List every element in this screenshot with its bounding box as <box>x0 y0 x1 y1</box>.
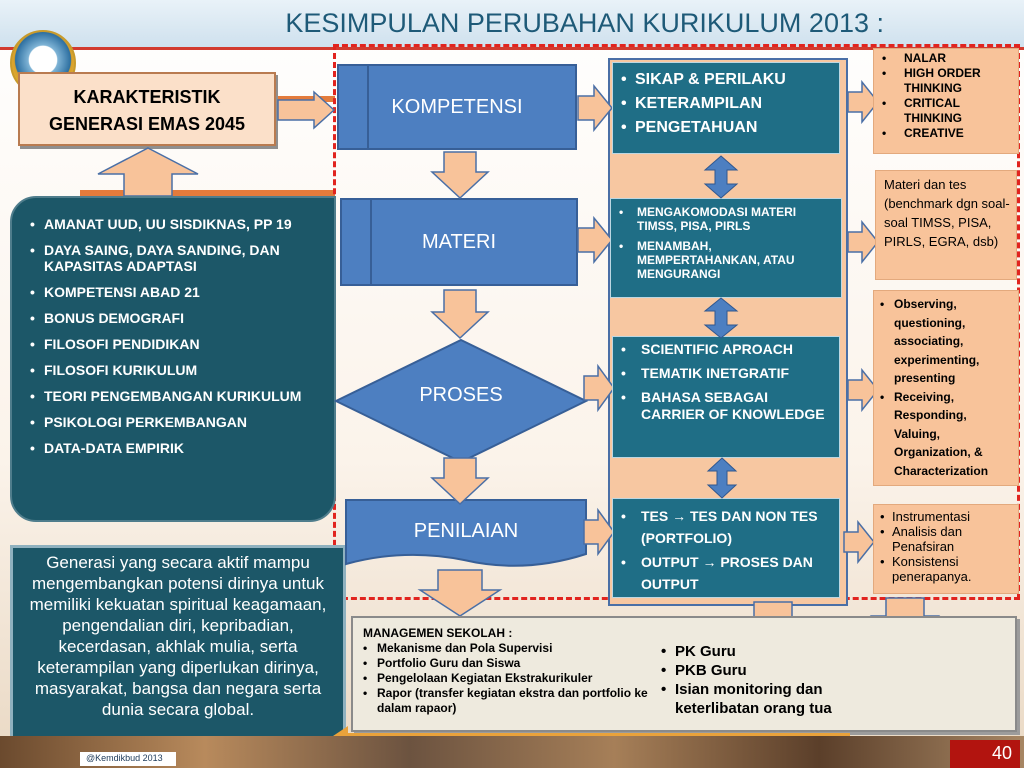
foundation-item: • PSIKOLOGI PERKEMBANGAN <box>30 414 320 430</box>
outcome-item: • HIGH ORDER THINKING <box>882 66 1014 96</box>
outcome-item: • CRITICAL THINKING <box>882 96 1014 126</box>
stage-label: KOMPETENSI <box>391 95 523 118</box>
manajemen-item: • Pengelolaan Kegiatan Ekstrakurikuler <box>363 671 659 686</box>
foundation-item: • KOMPETENSI ABAD 21 <box>30 284 320 300</box>
arrow-down-icon <box>432 458 488 504</box>
generasi-description: Generasi yang secara aktif mampu mengembangkan potensi dirinya untuk memiliki kekuatan spiritual keagamaan, pengendalian diri, kepribadian, kecerdasan, akhlak mulia, serta keterampilan yang diperlukan dirinya, masyarakat, bangsa dan negara serta dunia secara global. <box>10 545 346 750</box>
manajemen-right <box>661 642 881 718</box>
foundation-item: • FILOSOFI KURIKULUM <box>30 362 320 378</box>
outcome-item: • NALAR <box>882 51 1014 66</box>
detail-item: • MENGAKOMODASI MATERI TIMSS, PISA, PIRLS <box>619 205 837 233</box>
penilaian-outcomes <box>873 504 1019 594</box>
kompetensi-details <box>612 62 840 154</box>
double-arrow-icon <box>703 156 739 198</box>
stage-penilaian: PENILAIAN <box>413 520 519 542</box>
outcome-item: • Analisis dan Penafsiran <box>880 524 1014 554</box>
detail-item: • KETERAMPILAN <box>621 95 833 113</box>
stage-materi <box>340 198 578 286</box>
foundation-item: • FILOSOFI PENDIDIKAN <box>30 336 320 352</box>
manajemen-item: • Mekanisme dan Pola Supervisi <box>363 641 659 656</box>
manajemen-item: • Rapor (transfer kegiatan ekstra dan portfolio ke dalam rapaor) <box>363 686 659 716</box>
detail-item: • MENAMBAH, MEMPERTAHANKAN, ATAU MENGURANGI <box>619 239 837 281</box>
manajemen-left <box>363 626 659 716</box>
arrow-up-icon <box>98 148 198 196</box>
foundation-item: • DATA-DATA EMPIRIK <box>30 440 320 456</box>
outcome-item: • Observing, questioning, associating, experimenting, presenting <box>880 295 1014 388</box>
footer-credit: @Kemdikbud 2013 <box>80 752 176 766</box>
arrow-right-icon <box>278 92 338 132</box>
proses-outcomes <box>873 290 1019 486</box>
outcome-item: • CREATIVE <box>882 126 1014 141</box>
manajemen-heading: MANAGEMEN SEKOLAH : <box>363 626 513 640</box>
arrow-right-icon <box>844 522 874 562</box>
detail-item: • OUTPUT → PROSES DAN OUTPUT <box>621 551 833 595</box>
manajemen-item: • Isian monitoring dan keterlibatan orang tua <box>661 680 881 718</box>
manajemen-item: • PKB Guru <box>661 661 881 680</box>
foundation-item: • AMANAT UUD, UU SISDIKNAS, PP 19 <box>30 216 320 232</box>
penilaian-details <box>612 498 840 598</box>
foundation-panel <box>10 196 336 522</box>
outcome-item: • Receiving, Responding, Valuing, Organization, & Characterization <box>880 388 1014 481</box>
manajemen-item: • PK Guru <box>661 642 881 661</box>
kompetensi-outcomes <box>873 48 1019 154</box>
detail-item: • BAHASA SEBAGAI CARRIER OF KNOWLEDGE <box>621 389 833 423</box>
arrow-right-icon <box>584 366 614 410</box>
foundation-item: • BONUS DEMOGRAFI <box>30 310 320 326</box>
arrow-down-icon <box>420 570 500 616</box>
proses-details <box>612 336 840 458</box>
detail-item: • SIKAP & PERILAKU <box>621 71 833 89</box>
detail-item: • SCIENTIFIC APROACH <box>621 341 833 358</box>
foundation-item: • DAYA SAING, DAYA SANDING, DAN KAPASITAS ADAPTASI <box>30 242 320 274</box>
materi-outcome: Materi dan tes (benchmark dgn soal-soal TIMSS, PISA, PIRLS, EGRA, dsb) <box>875 170 1017 280</box>
karakteristik-box <box>18 72 276 146</box>
arrow-right-icon <box>584 510 614 554</box>
arrow-down-icon <box>432 290 488 338</box>
karakteristik-line-1: KARAKTERISTIK <box>73 87 221 107</box>
karakteristik-line-2: GENERASI EMAS 2045 <box>48 114 246 134</box>
detail-item: • TES → TES DAN NON TES (PORTFOLIO) <box>621 505 833 549</box>
outcome-item: • Konsistensi penerapanya. <box>880 554 1014 584</box>
outcome-item: • Instrumentasi <box>880 509 1014 524</box>
arrow-right-icon <box>578 86 612 130</box>
arrow-down-icon <box>432 152 488 198</box>
page-number: 40 <box>950 740 1020 768</box>
manajemen-box <box>351 616 1017 732</box>
manajemen-item: • Portfolio Guru dan Siswa <box>363 656 659 671</box>
arrow-right-icon <box>578 218 612 262</box>
stage-label: MATERI <box>421 230 497 253</box>
double-arrow-icon <box>703 298 739 338</box>
foundation-item: • TEORI PENGEMBANGAN KURIKULUM <box>30 388 320 404</box>
arrow-right-icon <box>848 222 878 262</box>
materi-details <box>610 198 842 298</box>
stage-proses: PROSES <box>419 384 503 406</box>
slide-title: KESIMPULAN PERUBAHAN KURIKULUM 2013 : <box>0 0 1024 50</box>
double-arrow-icon <box>706 458 738 498</box>
detail-item: • TEMATIK INETGRATIF <box>621 365 833 382</box>
detail-item: • PENGETAHUAN <box>621 119 833 137</box>
stage-kompetensi <box>337 64 577 150</box>
